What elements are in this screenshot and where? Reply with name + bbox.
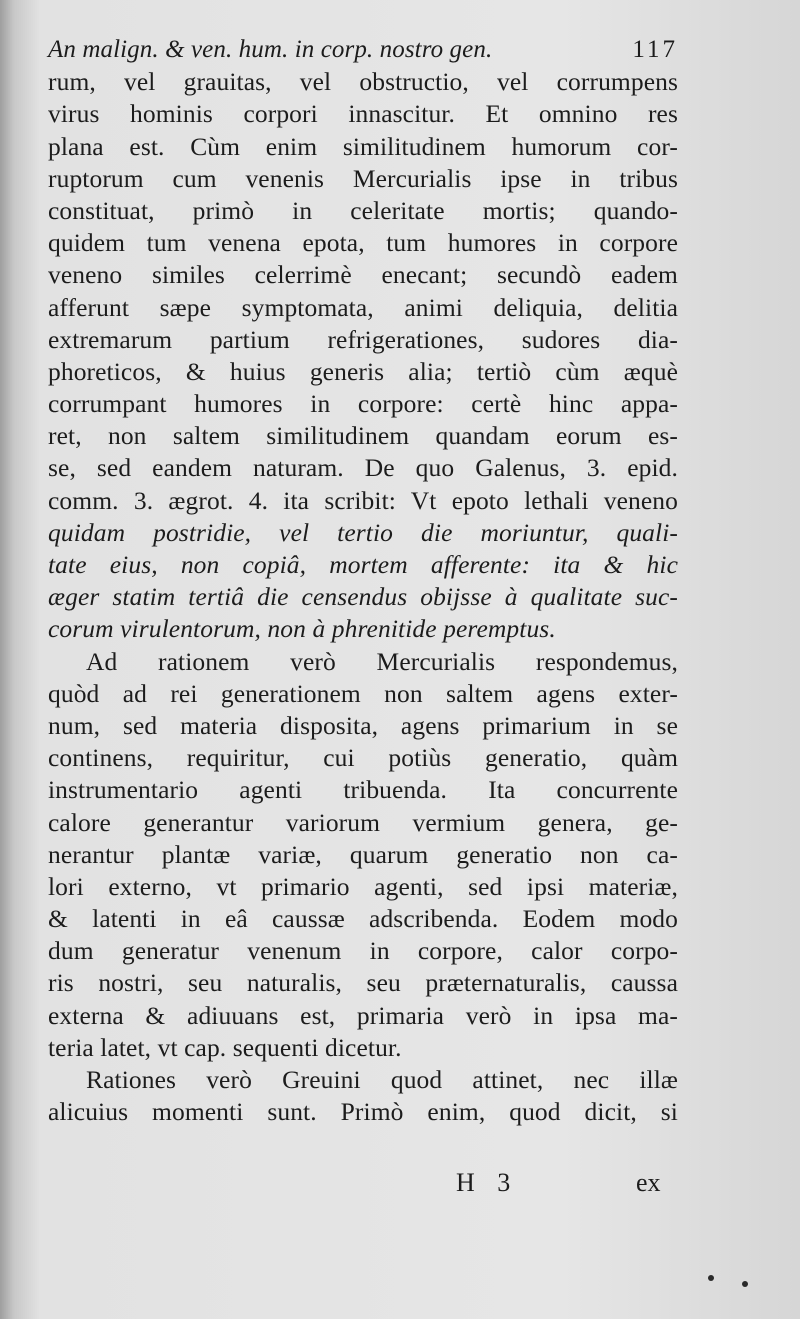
text-line: corrumpant humores in corpore: certè hinc appa- — [48, 389, 678, 419]
text-line: lori externo, vt primario agenti, sed ipsi materiæ, — [48, 871, 678, 901]
quotation-line: corum virulentorum, non à phrenitide peremptus. — [48, 614, 556, 644]
text-line: instrumentario agenti tribuenda. Ita concurrente — [48, 775, 678, 805]
text-line: quòd ad rei generationem non saltem agens exter- — [48, 678, 678, 708]
running-header — [48, 34, 678, 66]
text-line: alicuius momenti sunt. Primò enim, quod dicit, si — [48, 1097, 678, 1127]
text-line: ruptorum cum venenis Mercurialis ipse in tribus — [48, 163, 678, 193]
text-line: num, sed materia disposita, agens primarium in se — [48, 710, 678, 740]
text-line: & latenti in eâ caussæ adscribenda. Eodem modo — [48, 904, 678, 934]
text-line: se, sed eandem naturam. De quo Galenus, 3. epid. — [48, 453, 678, 483]
page-number: 117 — [632, 36, 678, 63]
text-line: dum generatur venenum in corpore, calor corpo- — [48, 936, 678, 966]
text-line: externa & adiuuans est, primaria verò in ipsa ma- — [48, 1000, 678, 1030]
text-line: continens, requiritur, cui potiùs generatio, quàm — [48, 743, 678, 773]
text-line: ris nostri, seu naturalis, seu præternaturalis, caussa — [48, 968, 678, 998]
quotation-line: tate eius, non copiâ, mortem afferente: ita & hic — [48, 550, 678, 579]
text-line: calore generantur variorum vermium genera, ge- — [48, 807, 678, 837]
ink-speck — [742, 1281, 748, 1287]
text-line-citation: comm. 3. ægrot. 4. ita scribit: Vt epoto lethali veneno — [48, 485, 678, 515]
text-line: teria latet, vt cap. sequenti dicetur. — [48, 1032, 402, 1062]
text-line: phoreticos, & huius generis alia; tertiò cùm æquè — [48, 356, 678, 386]
text-line: ret, non saltem similitudinem quandam eorum es- — [48, 421, 678, 451]
text-line: afferunt sæpe symptomata, animi deliquia, delitia — [48, 292, 678, 322]
ink-speck — [708, 1275, 714, 1281]
text-line: quidem tum venena epota, tum humores in corpore — [48, 228, 678, 258]
text-line: constituat, primò in celeritate mortis; quando- — [48, 195, 678, 225]
quotation-line: quidam postridie, vel tertio die moriuntur, quali- — [48, 517, 678, 547]
paragraph-start: Ad rationem verò Mercurialis respondemus, — [86, 646, 678, 676]
running-title: An malign. & ven. hum. in corp. nostro gen. — [48, 36, 493, 63]
signature-mark: H 3 — [456, 1168, 519, 1197]
quotation-line: æger statim tertiâ die censendus obijsse à qualitate suc- — [48, 582, 678, 612]
text-line: virus hominis corpori innascitur. Et omnino res — [48, 99, 678, 129]
text-line: plana est. Cùm enim similitudinem humorum cor- — [48, 131, 678, 161]
text-line: extremarum partium refrigerationes, sudores dia- — [48, 324, 678, 354]
catchword: ex — [636, 1168, 661, 1197]
text-block — [48, 34, 678, 1128]
text-line: veneno similes celerrimè enecant; secundò eadem — [48, 260, 678, 290]
page-footer — [0, 1168, 800, 1202]
text-line: nerantur plantæ variæ, quarum generatio non ca- — [48, 839, 678, 869]
paragraph-start: Rationes verò Greuini quod attinet, nec illæ — [86, 1065, 678, 1094]
text-line: rum, vel grauitas, vel obstructio, vel corrumpens — [48, 67, 678, 97]
